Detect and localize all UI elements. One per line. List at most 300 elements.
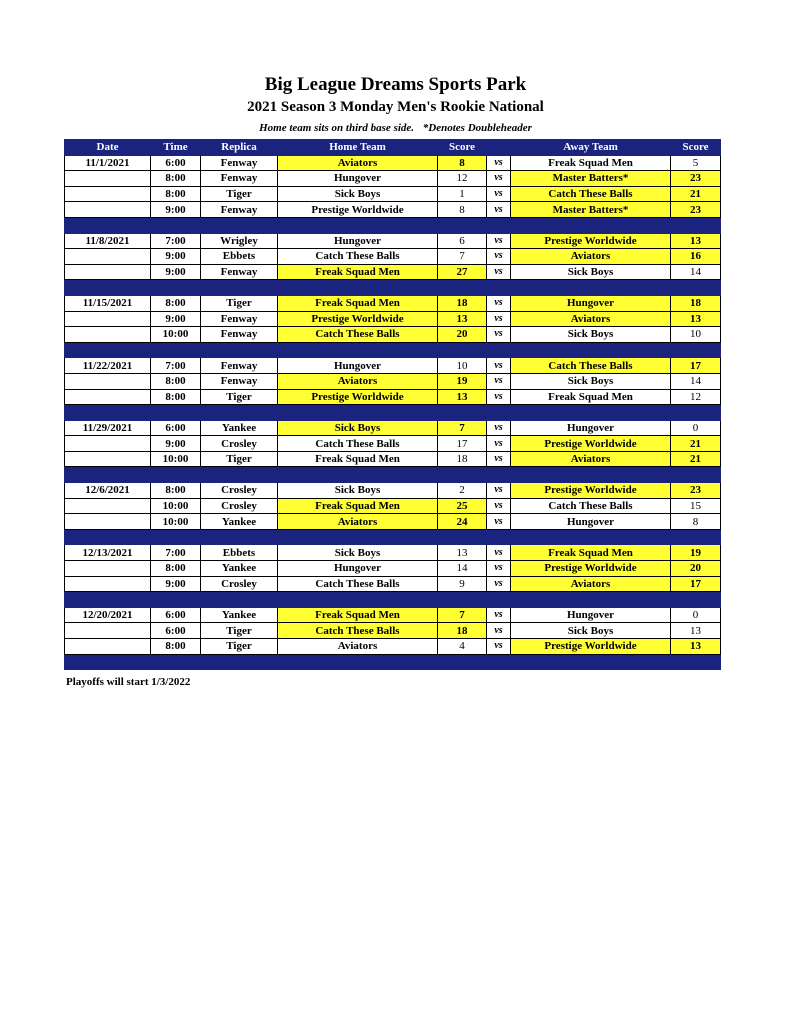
date-cell <box>65 327 151 343</box>
away-score-cell: 0 <box>671 420 721 436</box>
date-cell: 11/8/2021 <box>65 233 151 249</box>
home-team-cell: Hungover <box>278 233 438 249</box>
date-cell: 11/1/2021 <box>65 155 151 171</box>
home-team-cell: Prestige Worldwide <box>278 202 438 218</box>
home-team-cell: Aviators <box>278 373 438 389</box>
away-team-cell: Catch These Balls <box>511 358 671 374</box>
home-score-cell: 13 <box>438 389 487 405</box>
away-score-cell: 19 <box>671 545 721 561</box>
separator-cell <box>65 467 151 483</box>
home-score-cell: 9 <box>438 576 487 592</box>
home-score-cell: 8 <box>438 202 487 218</box>
separator-cell <box>278 342 438 358</box>
date-cell: 12/6/2021 <box>65 483 151 499</box>
away-team-cell: Prestige Worldwide <box>511 561 671 577</box>
home-team-cell: Prestige Worldwide <box>278 311 438 327</box>
date-cell <box>65 514 151 530</box>
home-score-cell: 10 <box>438 358 487 374</box>
replica-cell: Tiger <box>201 639 278 655</box>
away-score-cell: 16 <box>671 249 721 265</box>
replica-cell: Wrigley <box>201 233 278 249</box>
away-team-cell: Sick Boys <box>511 264 671 280</box>
vs-cell: vs <box>487 264 511 280</box>
date-cell: 11/29/2021 <box>65 420 151 436</box>
replica-cell: Fenway <box>201 373 278 389</box>
date-cell <box>65 264 151 280</box>
away-team-cell: Aviators <box>511 451 671 467</box>
separator-cell <box>487 280 511 296</box>
home-score-cell: 13 <box>438 311 487 327</box>
vs-cell: vs <box>487 498 511 514</box>
replica-cell: Fenway <box>201 264 278 280</box>
schedule-body <box>65 155 721 670</box>
away-score-cell: 17 <box>671 358 721 374</box>
table-row <box>65 639 721 655</box>
separator-cell <box>65 654 151 670</box>
home-score-cell: 1 <box>438 186 487 202</box>
away-score-cell: 14 <box>671 373 721 389</box>
vs-cell: vs <box>487 311 511 327</box>
separator-cell <box>438 280 487 296</box>
separator-cell <box>671 654 721 670</box>
away-score-cell: 13 <box>671 311 721 327</box>
separator-row <box>65 529 721 545</box>
home-score-cell: 6 <box>438 233 487 249</box>
vs-cell: vs <box>487 514 511 530</box>
separator-cell <box>671 529 721 545</box>
home-team-cell: Freak Squad Men <box>278 295 438 311</box>
separator-cell <box>278 654 438 670</box>
table-row <box>65 483 721 499</box>
col-header-away-team: Away Team <box>511 140 671 156</box>
table-row <box>65 155 721 171</box>
separator-cell <box>151 654 201 670</box>
date-cell: 11/15/2021 <box>65 295 151 311</box>
away-team-cell: Hungover <box>511 420 671 436</box>
separator-row <box>65 467 721 483</box>
home-score-cell: 25 <box>438 498 487 514</box>
date-cell <box>65 389 151 405</box>
time-cell: 10:00 <box>151 451 201 467</box>
time-cell: 10:00 <box>151 514 201 530</box>
vs-cell: vs <box>487 373 511 389</box>
replica-cell: Tiger <box>201 295 278 311</box>
home-team-cell: Hungover <box>278 358 438 374</box>
home-team-cell: Sick Boys <box>278 545 438 561</box>
away-score-cell: 5 <box>671 155 721 171</box>
separator-cell <box>151 405 201 421</box>
home-score-cell: 18 <box>438 623 487 639</box>
separator-cell <box>487 592 511 608</box>
col-header-date: Date <box>65 140 151 156</box>
home-score-cell: 27 <box>438 264 487 280</box>
time-cell: 8:00 <box>151 373 201 389</box>
date-cell: 12/13/2021 <box>65 545 151 561</box>
home-team-cell: Freak Squad Men <box>278 264 438 280</box>
separator-row <box>65 342 721 358</box>
away-score-cell: 18 <box>671 295 721 311</box>
vs-cell: vs <box>487 623 511 639</box>
replica-cell: Fenway <box>201 155 278 171</box>
separator-cell <box>438 654 487 670</box>
home-score-cell: 17 <box>438 436 487 452</box>
table-row <box>65 186 721 202</box>
separator-cell <box>278 529 438 545</box>
home-team-cell: Catch These Balls <box>278 249 438 265</box>
date-cell <box>65 639 151 655</box>
vs-cell: vs <box>487 327 511 343</box>
vs-cell: vs <box>487 171 511 187</box>
away-team-cell: Catch These Balls <box>511 498 671 514</box>
separator-cell <box>151 592 201 608</box>
separator-cell <box>438 467 487 483</box>
vs-cell: vs <box>487 451 511 467</box>
time-cell: 6:00 <box>151 623 201 639</box>
time-cell: 8:00 <box>151 639 201 655</box>
away-score-cell: 21 <box>671 436 721 452</box>
separator-cell <box>511 280 671 296</box>
home-team-cell: Hungover <box>278 171 438 187</box>
vs-cell: vs <box>487 639 511 655</box>
vs-cell: vs <box>487 233 511 249</box>
home-team-cell: Freak Squad Men <box>278 451 438 467</box>
vs-cell: vs <box>487 607 511 623</box>
separator-cell <box>671 217 721 233</box>
away-team-cell: Sick Boys <box>511 623 671 639</box>
time-cell: 10:00 <box>151 327 201 343</box>
separator-cell <box>438 405 487 421</box>
separator-cell <box>151 217 201 233</box>
home-score-cell: 12 <box>438 171 487 187</box>
separator-cell <box>511 342 671 358</box>
table-row <box>65 202 721 218</box>
separator-cell <box>511 592 671 608</box>
schedule-table <box>64 139 721 670</box>
replica-cell: Fenway <box>201 202 278 218</box>
home-score-cell: 7 <box>438 607 487 623</box>
separator-cell <box>151 342 201 358</box>
away-score-cell: 17 <box>671 576 721 592</box>
separator-cell <box>278 592 438 608</box>
home-team-cell: Aviators <box>278 514 438 530</box>
separator-cell <box>438 592 487 608</box>
table-row <box>65 451 721 467</box>
separator-cell <box>278 467 438 483</box>
date-cell <box>65 373 151 389</box>
home-team-cell: Sick Boys <box>278 186 438 202</box>
separator-cell <box>201 342 278 358</box>
replica-cell: Tiger <box>201 623 278 639</box>
vs-cell: vs <box>487 358 511 374</box>
away-team-cell: Prestige Worldwide <box>511 233 671 249</box>
separator-cell <box>511 405 671 421</box>
away-team-cell: Master Batters* <box>511 202 671 218</box>
away-team-cell: Aviators <box>511 311 671 327</box>
date-cell <box>65 561 151 577</box>
table-row <box>65 373 721 389</box>
table-row <box>65 233 721 249</box>
away-score-cell: 15 <box>671 498 721 514</box>
away-score-cell: 0 <box>671 607 721 623</box>
replica-cell: Tiger <box>201 389 278 405</box>
separator-cell <box>151 467 201 483</box>
separator-cell <box>511 217 671 233</box>
away-score-cell: 13 <box>671 233 721 249</box>
away-team-cell: Hungover <box>511 295 671 311</box>
vs-cell: vs <box>487 186 511 202</box>
vs-cell: vs <box>487 420 511 436</box>
away-team-cell: Freak Squad Men <box>511 389 671 405</box>
time-cell: 8:00 <box>151 171 201 187</box>
away-score-cell: 14 <box>671 264 721 280</box>
separator-cell <box>65 405 151 421</box>
home-team-cell: Sick Boys <box>278 420 438 436</box>
separator-cell <box>438 529 487 545</box>
vs-cell: vs <box>487 202 511 218</box>
separator-cell <box>438 217 487 233</box>
away-score-cell: 21 <box>671 451 721 467</box>
home-score-cell: 14 <box>438 561 487 577</box>
home-score-cell: 8 <box>438 155 487 171</box>
vs-cell: vs <box>487 155 511 171</box>
col-header-replica: Replica <box>201 140 278 156</box>
home-score-cell: 19 <box>438 373 487 389</box>
time-cell: 9:00 <box>151 249 201 265</box>
replica-cell: Tiger <box>201 451 278 467</box>
page-title: Big League Dreams Sports Park <box>264 74 527 95</box>
separator-cell <box>487 529 511 545</box>
replica-cell: Ebbets <box>201 249 278 265</box>
time-cell: 7:00 <box>151 233 201 249</box>
time-cell: 6:00 <box>151 420 201 436</box>
home-score-cell: 20 <box>438 327 487 343</box>
separator-cell <box>671 342 721 358</box>
separator-cell <box>65 592 151 608</box>
date-cell <box>65 498 151 514</box>
away-score-cell: 12 <box>671 389 721 405</box>
home-team-note: Home team sits on third base side. <box>259 122 415 134</box>
vs-cell: vs <box>487 545 511 561</box>
time-cell: 8:00 <box>151 483 201 499</box>
home-team-cell: Aviators <box>278 639 438 655</box>
separator-cell <box>487 217 511 233</box>
replica-cell: Fenway <box>201 327 278 343</box>
date-cell <box>65 436 151 452</box>
separator-cell <box>201 280 278 296</box>
away-score-cell: 20 <box>671 561 721 577</box>
away-team-cell: Aviators <box>511 249 671 265</box>
time-cell: 8:00 <box>151 186 201 202</box>
home-score-cell: 4 <box>438 639 487 655</box>
date-cell <box>65 249 151 265</box>
vs-cell: vs <box>487 483 511 499</box>
home-score-cell: 18 <box>438 295 487 311</box>
time-cell: 9:00 <box>151 202 201 218</box>
away-team-cell: Master Batters* <box>511 171 671 187</box>
replica-cell: Crosley <box>201 498 278 514</box>
date-cell <box>65 623 151 639</box>
separator-cell <box>201 654 278 670</box>
table-row <box>65 623 721 639</box>
separator-cell <box>511 529 671 545</box>
separator-row <box>65 405 721 421</box>
away-score-cell: 13 <box>671 639 721 655</box>
table-row <box>65 436 721 452</box>
table-row <box>65 311 721 327</box>
separator-cell <box>201 467 278 483</box>
separator-cell <box>65 280 151 296</box>
separator-cell <box>671 467 721 483</box>
col-header-away-score: Score <box>671 140 721 156</box>
separator-cell <box>278 280 438 296</box>
time-cell: 7:00 <box>151 545 201 561</box>
time-cell: 9:00 <box>151 576 201 592</box>
home-team-cell: Prestige Worldwide <box>278 389 438 405</box>
time-cell: 9:00 <box>151 264 201 280</box>
separator-cell <box>487 467 511 483</box>
replica-cell: Yankee <box>201 514 278 530</box>
home-score-cell: 13 <box>438 545 487 561</box>
table-row <box>65 420 721 436</box>
separator-cell <box>201 592 278 608</box>
replica-cell: Tiger <box>201 186 278 202</box>
playoffs-note: Playoffs will start 1/3/2022 <box>66 676 191 688</box>
time-cell: 7:00 <box>151 358 201 374</box>
separator-cell <box>487 342 511 358</box>
date-cell <box>65 186 151 202</box>
table-row <box>65 545 721 561</box>
time-cell: 8:00 <box>151 295 201 311</box>
home-team-cell: Freak Squad Men <box>278 607 438 623</box>
separator-cell <box>201 217 278 233</box>
doubleheader-note: *Denotes Doubleheader <box>422 122 532 134</box>
vs-cell: vs <box>487 436 511 452</box>
home-score-cell: 24 <box>438 514 487 530</box>
home-score-cell: 2 <box>438 483 487 499</box>
separator-cell <box>438 342 487 358</box>
away-score-cell: 23 <box>671 171 721 187</box>
date-cell <box>65 311 151 327</box>
table-row <box>65 561 721 577</box>
replica-cell: Yankee <box>201 607 278 623</box>
date-cell <box>65 576 151 592</box>
away-score-cell: 21 <box>671 186 721 202</box>
page-subtitle: 2021 Season 3 Monday Men's Rookie National <box>247 99 544 115</box>
col-header-home-score: Score <box>438 140 487 156</box>
date-cell <box>65 451 151 467</box>
date-cell: 12/20/2021 <box>65 607 151 623</box>
col-header-vs <box>487 140 511 156</box>
time-cell: 6:00 <box>151 155 201 171</box>
vs-cell: vs <box>487 389 511 405</box>
time-cell: 8:00 <box>151 389 201 405</box>
away-team-cell: Prestige Worldwide <box>511 436 671 452</box>
separator-cell <box>511 654 671 670</box>
away-score-cell: 23 <box>671 483 721 499</box>
away-team-cell: Catch These Balls <box>511 186 671 202</box>
separator-cell <box>151 529 201 545</box>
replica-cell: Crosley <box>201 436 278 452</box>
page-note <box>0 122 791 134</box>
home-team-cell: Freak Squad Men <box>278 498 438 514</box>
separator-cell <box>201 405 278 421</box>
vs-cell: vs <box>487 295 511 311</box>
replica-cell: Yankee <box>201 420 278 436</box>
time-cell: 6:00 <box>151 607 201 623</box>
time-cell: 9:00 <box>151 436 201 452</box>
home-team-cell: Catch These Balls <box>278 623 438 639</box>
table-row <box>65 498 721 514</box>
replica-cell: Fenway <box>201 358 278 374</box>
date-cell <box>65 171 151 187</box>
separator-row <box>65 592 721 608</box>
time-cell: 10:00 <box>151 498 201 514</box>
vs-cell: vs <box>487 576 511 592</box>
home-score-cell: 18 <box>438 451 487 467</box>
separator-cell <box>65 342 151 358</box>
table-row <box>65 249 721 265</box>
home-team-cell: Catch These Balls <box>278 327 438 343</box>
home-team-cell: Aviators <box>278 155 438 171</box>
table-row <box>65 389 721 405</box>
table-row <box>65 514 721 530</box>
separator-cell <box>278 217 438 233</box>
time-cell: 8:00 <box>151 561 201 577</box>
away-score-cell: 23 <box>671 202 721 218</box>
table-row <box>65 171 721 187</box>
table-row <box>65 607 721 623</box>
vs-cell: vs <box>487 561 511 577</box>
separator-cell <box>65 217 151 233</box>
away-team-cell: Prestige Worldwide <box>511 639 671 655</box>
home-team-cell: Sick Boys <box>278 483 438 499</box>
vs-cell: vs <box>487 249 511 265</box>
separator-row <box>65 280 721 296</box>
separator-cell <box>151 280 201 296</box>
table-row <box>65 358 721 374</box>
away-team-cell: Freak Squad Men <box>511 155 671 171</box>
table-row <box>65 264 721 280</box>
separator-cell <box>201 529 278 545</box>
away-team-cell: Prestige Worldwide <box>511 483 671 499</box>
header-row <box>65 140 721 156</box>
away-team-cell: Sick Boys <box>511 373 671 389</box>
home-score-cell: 7 <box>438 420 487 436</box>
away-score-cell: 10 <box>671 327 721 343</box>
away-team-cell: Hungover <box>511 607 671 623</box>
replica-cell: Yankee <box>201 561 278 577</box>
table-row <box>65 295 721 311</box>
away-team-cell: Hungover <box>511 514 671 530</box>
col-header-time: Time <box>151 140 201 156</box>
date-cell: 11/22/2021 <box>65 358 151 374</box>
home-team-cell: Hungover <box>278 561 438 577</box>
replica-cell: Crosley <box>201 576 278 592</box>
separator-cell <box>671 405 721 421</box>
separator-row <box>65 217 721 233</box>
separator-cell <box>671 592 721 608</box>
home-score-cell: 7 <box>438 249 487 265</box>
replica-cell: Fenway <box>201 311 278 327</box>
away-team-cell: Freak Squad Men <box>511 545 671 561</box>
separator-cell <box>511 467 671 483</box>
separator-cell <box>487 654 511 670</box>
away-score-cell: 13 <box>671 623 721 639</box>
table-row <box>65 576 721 592</box>
col-header-home-team: Home Team <box>278 140 438 156</box>
replica-cell: Crosley <box>201 483 278 499</box>
separator-row <box>65 654 721 670</box>
